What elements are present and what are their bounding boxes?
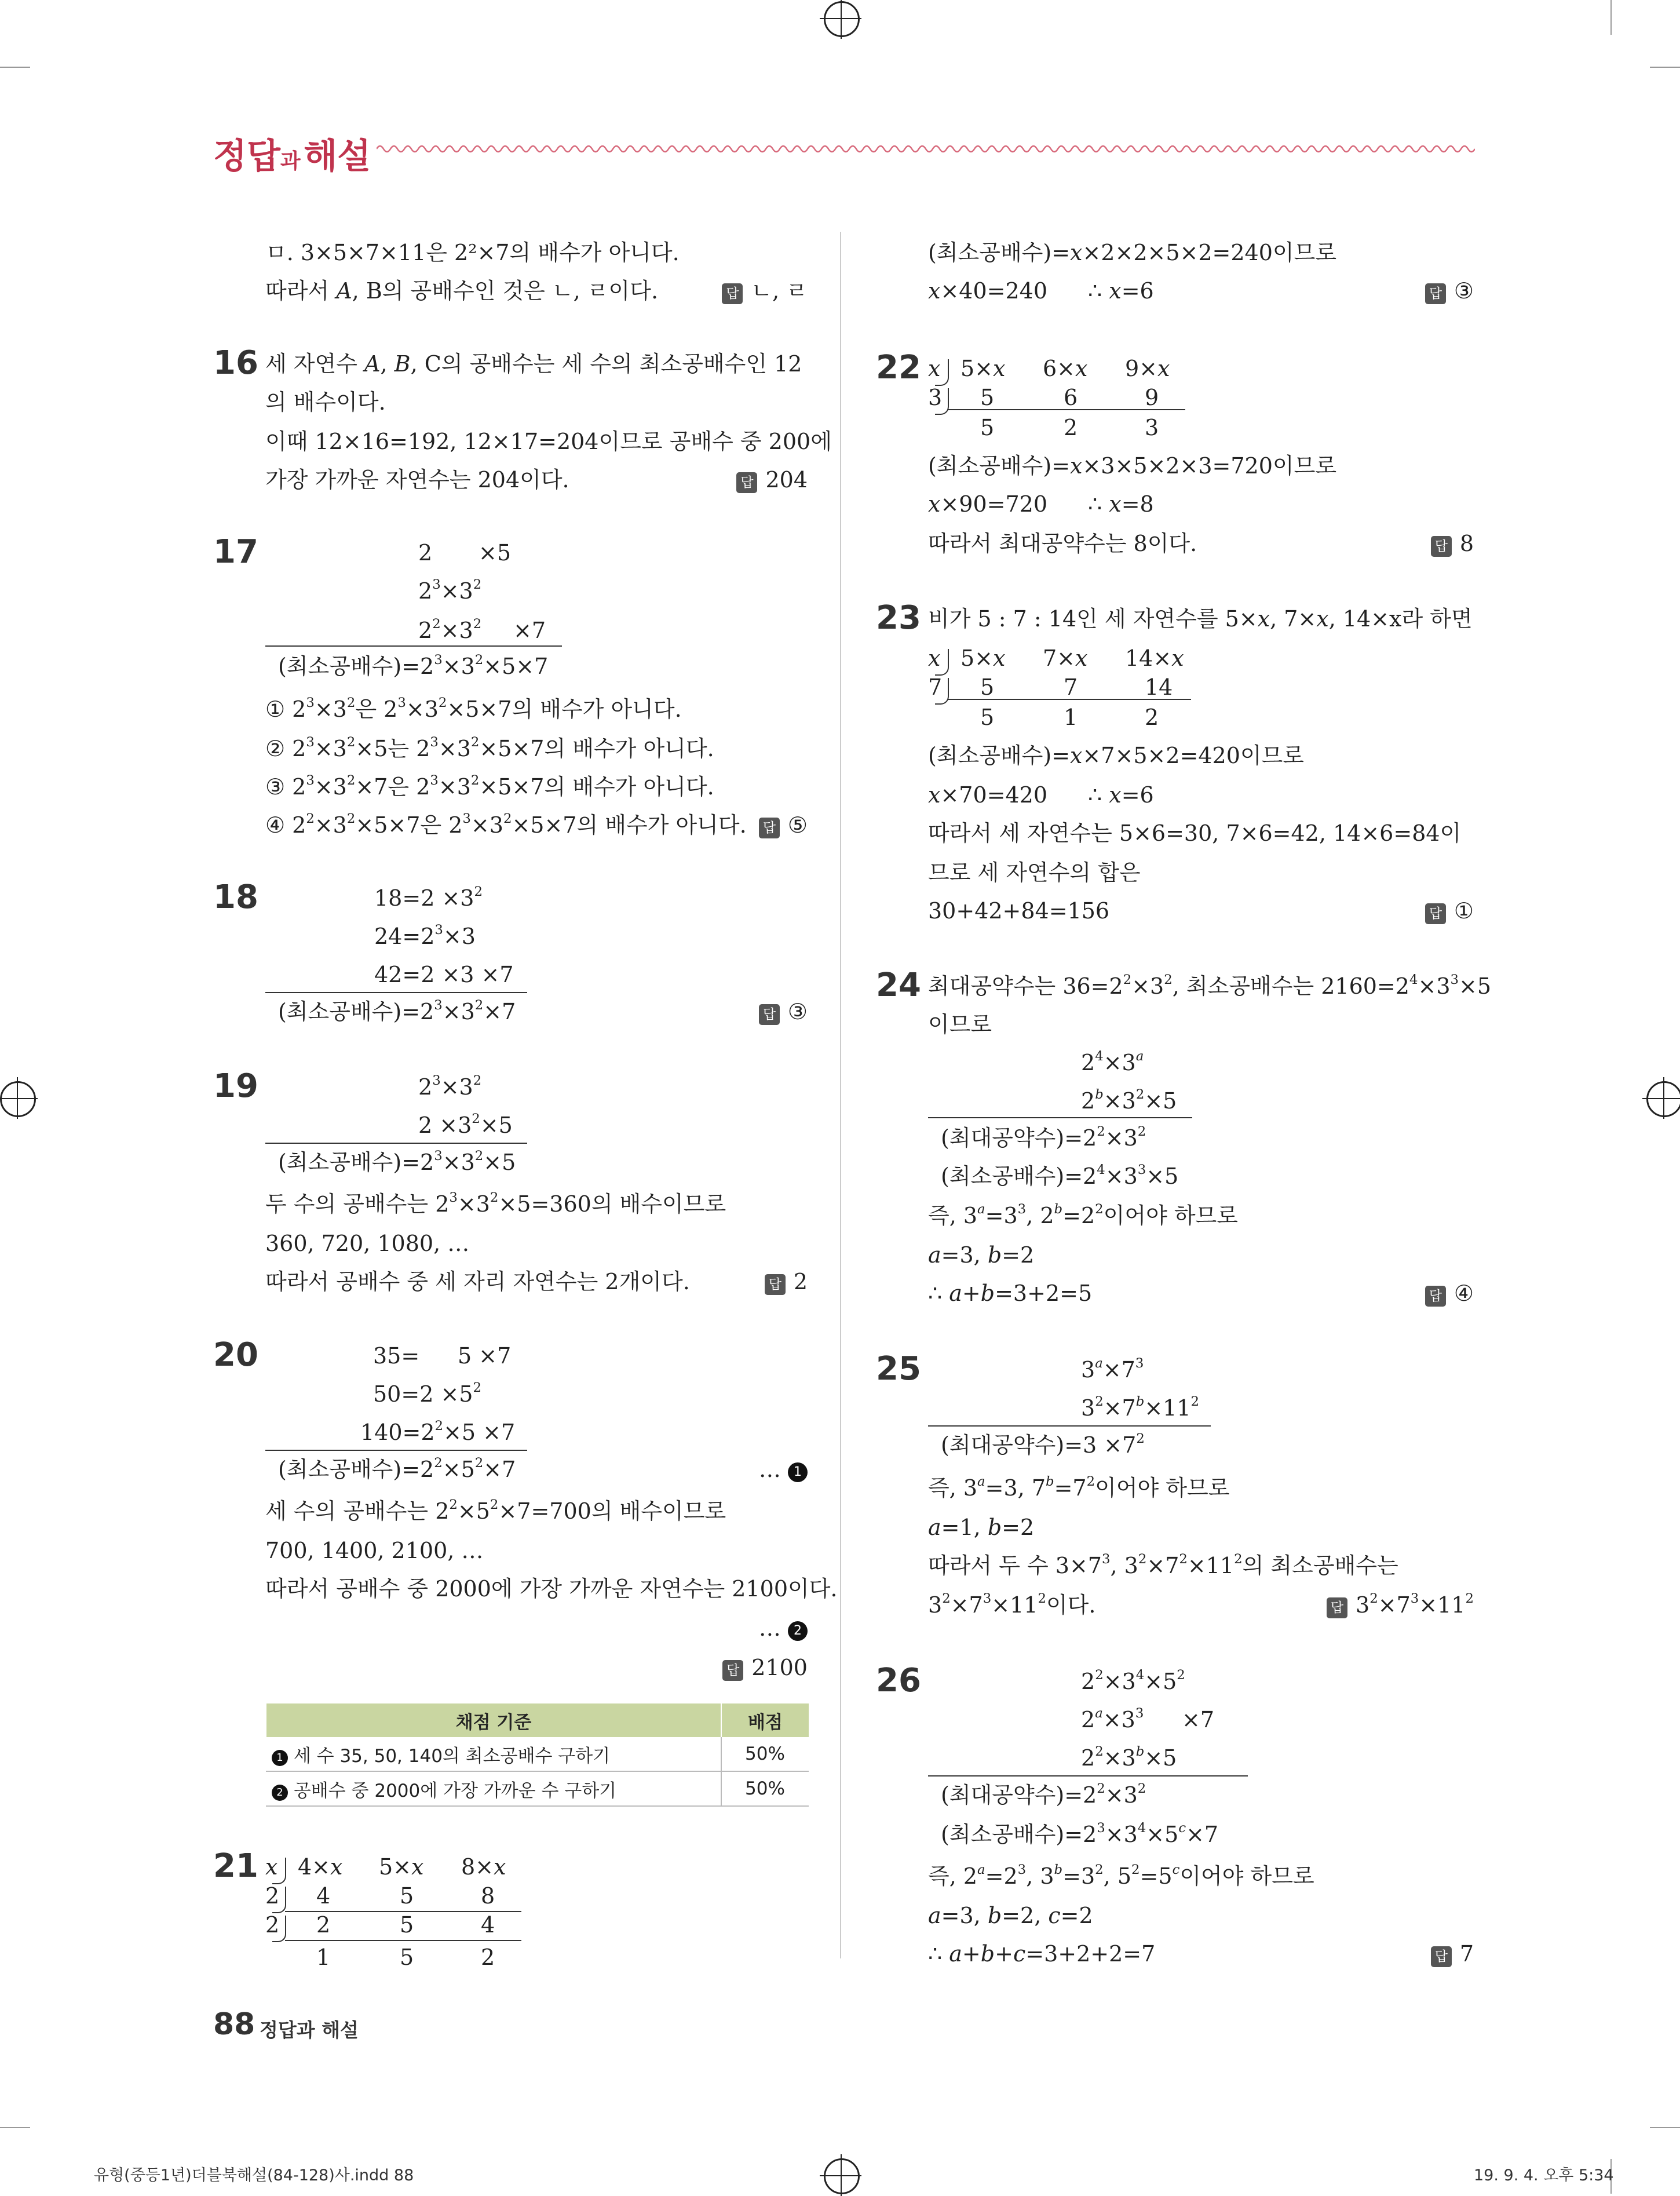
answer-17: 답 ⑤ — [759, 809, 808, 841]
solution-26-line: ∴ a+b+c=3+2+2=7 — [928, 1941, 1156, 1967]
answer-24: 답 ④ — [1425, 1277, 1474, 1309]
crop-mark — [1610, 0, 1612, 35]
ladder-cell: 7 — [1064, 674, 1078, 700]
header-wave-line — [377, 142, 1475, 156]
solution-24-line: 최대공약수는 $36=2^2\times 3^2$, 최소공배수는 $2160=2^4\times 3^3\times 5$ — [928, 972, 1492, 999]
solution-17-line: ③ $2^3\times 3^2\times 7$은 $2^3\times 3^2\times 5\times 7$의 배수가 아니다. — [265, 772, 714, 800]
ladder-cell: 2 — [1064, 415, 1078, 440]
answer-21: 답 ③ — [1425, 275, 1474, 307]
problem-number: 26 — [876, 1662, 921, 1699]
answer-badge: 답 — [1327, 1597, 1347, 1618]
table-cell: 1 세 수 35, 50, 140의 최소공배수 구하기 — [266, 1737, 721, 1771]
step-marker-1: … 1 — [759, 1453, 808, 1486]
factor-row: $2^a\times 3^3$ — [1081, 1705, 1144, 1732]
factor-row: $2^2\times 3^2$ — [418, 616, 482, 643]
divider-rule — [928, 1425, 1211, 1427]
lcm-line: (최소공배수)$=2^4\times 3^3\times 5$ — [941, 1162, 1179, 1189]
crop-mark — [1650, 67, 1680, 68]
ladder-cell: 5×x — [379, 1854, 424, 1880]
ladder-bracket — [935, 678, 949, 705]
answer-badge: 답 — [1425, 283, 1446, 304]
divider-rule — [928, 1775, 1248, 1777]
ladder-bracket — [272, 1858, 286, 1884]
solution-22-line: (최소공배수)=x×3×5×2×3=720이므로 — [928, 453, 1337, 479]
ladder-cell: 8×x — [461, 1854, 506, 1880]
lcm-line: (최소공배수)$=2^3\times 3^2\times 5\times 7$ — [278, 652, 549, 679]
solution-24-line: ∴ a+b=3+2=5 — [928, 1281, 1093, 1306]
factor-row: $2^2\times 3^4\times 5^2$ — [1081, 1667, 1185, 1694]
divider-rule — [265, 992, 527, 993]
ladder-cell: 6×x — [1043, 356, 1088, 381]
table-row — [266, 1771, 809, 1806]
solution-26-line: a=3, b=2, c=2 — [928, 1903, 1093, 1928]
ladder-divisor: x — [928, 645, 941, 671]
factor-row: $2 \times 3^2\times 5$ — [418, 1111, 513, 1138]
solution-23-line: (최소공배수)=x×7×5×2=420이므로 — [928, 743, 1305, 768]
divider-rule — [265, 1143, 527, 1144]
print-timestamp: 19. 9. 4. 오후 5:34 — [1474, 2166, 1614, 2184]
divider-rule — [265, 645, 562, 647]
ladder-divisor: x — [928, 356, 941, 381]
solution-15-line: 따라서 A, B의 공배수인 것은 ㄴ, ㄹ이다. — [265, 278, 659, 304]
ladder-cell: 4 — [481, 1912, 495, 1938]
ladder-cell: 7×x — [1043, 645, 1088, 671]
solution-17-line: ④ $2^2\times 3^2\times 5\times 7$은 $2^3\times 3^2\times 5\times 7$의 배수가 아니다. — [265, 811, 747, 838]
problem-number: 18 — [213, 878, 258, 916]
answer-25: 답 $3^2\times 7^3\times 11^2$ — [1327, 1589, 1474, 1621]
table-cell: 50% — [721, 1737, 809, 1771]
solution-25-line: $3^2\times 7^3\times 11^2$이다. — [928, 1591, 1096, 1618]
ladder-cell: 4×x — [298, 1854, 343, 1880]
factor-row: $24=2^3\times 3$ — [374, 922, 476, 949]
solution-23-line: 30+42+84=156 — [928, 898, 1110, 924]
ladder-cell: 14 — [1145, 674, 1173, 700]
divider-rule — [265, 1450, 527, 1451]
ladder-cell: 2 — [316, 1912, 331, 1938]
solution-23-line: 비가 5 : 7 : 14인 세 자연수를 5×x, 7×x, 14×x라 하면 — [928, 606, 1473, 632]
problem-number: 20 — [213, 1336, 258, 1374]
solution-21-line: (최소공배수)=x×2×2×5×2=240이므로 — [928, 240, 1337, 265]
solution-25-line: a=1, b=2 — [928, 1515, 1035, 1540]
solution-23-line: ∴ x=6 — [1088, 782, 1154, 808]
lcm-line: (최소공배수)$=2^2\times 5^2\times 7$ — [278, 1455, 516, 1482]
answer-20: 답 2100 — [722, 1651, 808, 1684]
factor-row: $2^3\times 3^2$ — [418, 1073, 482, 1100]
factor-row: ×7 — [513, 618, 546, 643]
divider-rule — [928, 1117, 1192, 1118]
answer-19: 답 2 — [765, 1265, 808, 1298]
problem-number: 23 — [876, 599, 921, 637]
answer-22: 답 8 — [1431, 527, 1474, 560]
solution-16-line: 가장 가까운 자연수는 204이다. — [265, 467, 569, 493]
solution-19-line: 두 수의 공배수는 $2^3\times 3^2\times 5=360$의 배수이므로 — [265, 1190, 726, 1217]
solution-23-line: 므로 세 자연수의 합은 — [928, 860, 1141, 885]
scoring-table — [265, 1703, 809, 1807]
solution-16-line: 의 배수이다. — [265, 389, 386, 415]
ladder-cell: 9 — [1145, 385, 1159, 410]
table-cell: 2 공배수 중 2000에 가장 가까운 수 구하기 — [266, 1771, 721, 1806]
factor-row: $2^2\times 3^b\times 5$ — [1081, 1743, 1177, 1771]
ladder-cell: 5 — [400, 1945, 414, 1970]
factor-row: $140=2^2\times 5 \times 7$ — [360, 1418, 516, 1445]
gcd-line: (최대공약수)$=2^2\times 3^2$ — [941, 1123, 1146, 1151]
factor-row: $50=2 \times 5^2$ — [373, 1380, 481, 1407]
problem-number: 25 — [876, 1350, 921, 1388]
answer-badge: 답 — [1431, 1946, 1452, 1967]
ladder-cell: 5×x — [960, 356, 1006, 381]
factor-row: ×5 — [479, 540, 512, 566]
answer-23: 답 ① — [1425, 895, 1474, 927]
factor-row: $2^4\times 3^a$ — [1081, 1048, 1144, 1075]
solution-16-line: 이때 12×16=192, 12×17=204이므로 공배수 중 200에 — [265, 429, 832, 454]
solution-22-line: 따라서 최대공약수는 8이다. — [928, 531, 1197, 556]
ladder-cell: 5 — [400, 1883, 414, 1909]
ladder-cell: 3 — [1145, 415, 1159, 440]
solution-17-line: ① $2^3\times 3^2$은 $2^3\times 3^2\times 5\times 7$의 배수가 아니다. — [265, 695, 682, 722]
ladder-cell: 5 — [980, 674, 995, 700]
ladder-cell: 5 — [980, 385, 995, 410]
solution-21-line: ∴ x=6 — [1088, 278, 1154, 304]
gcd-line: (최대공약수)$=3 \times 7^2$ — [941, 1431, 1145, 1458]
ladder-bracket — [935, 649, 949, 676]
registration-mark-icon — [824, 1, 860, 37]
factor-row: 2 — [418, 540, 433, 566]
table-header-cell: 채점 기준 — [266, 1703, 721, 1737]
lcm-line: (최소공배수)$=2^3\times 3^4\times 5^c\times 7$ — [941, 1820, 1219, 1847]
ladder-cell: 5 — [980, 415, 995, 440]
crop-mark — [0, 2127, 30, 2128]
page-header-title: 정답과 해설 — [213, 136, 371, 177]
problem-number: 19 — [213, 1067, 258, 1105]
gcd-line: (최대공약수)$=2^2\times 3^2$ — [941, 1781, 1146, 1808]
answer-badge: 답 — [736, 472, 757, 493]
lcm-line: (최소공배수)$=2^3\times 3^2\times 7$ — [278, 997, 516, 1024]
problem-number: 16 — [213, 344, 258, 382]
factor-row: $2^b\times 3^2\times 5$ — [1081, 1086, 1177, 1114]
answer-badge: 답 — [765, 1274, 786, 1295]
ladder-cell: 5 — [400, 1912, 414, 1938]
crop-mark — [1650, 2127, 1680, 2128]
ladder-cell: 5×x — [960, 645, 1006, 671]
solution-23-line: 따라서 세 자연수는 5×6=30, 7×6=42, 14×6=84이 — [928, 820, 1462, 846]
solution-23-line: x×70=420 — [928, 782, 1048, 808]
solution-22-line: ∴ x=8 — [1088, 491, 1154, 517]
ladder-cell: 1 — [316, 1945, 331, 1970]
ladder-cell: 1 — [1064, 705, 1078, 730]
answer-badge: 답 — [1425, 1286, 1446, 1307]
factor-row: $2^3\times 3^2$ — [418, 577, 482, 604]
lcm-line: (최소공배수)$=2^3\times 3^2\times 5$ — [278, 1148, 516, 1175]
ladder-divisor: 2 — [265, 1912, 280, 1938]
problem-number: 22 — [876, 349, 921, 386]
ladder-bracket — [935, 388, 949, 415]
ladder-bracket — [935, 359, 949, 386]
factor-row: 35= — [373, 1343, 420, 1369]
ladder-cell: 6 — [1064, 385, 1078, 410]
solution-15-line: ㅁ. 3×5×7×11은 2²×7의 배수가 아니다. — [265, 240, 680, 265]
step-marker-2: … 2 — [759, 1612, 808, 1644]
ladder-bracket — [272, 1916, 286, 1942]
ladder-divisor: 7 — [928, 674, 943, 700]
solution-19-line: 360, 720, 1080, … — [265, 1231, 470, 1256]
ladder-cell: 14×x — [1125, 645, 1184, 671]
column-divider — [840, 232, 841, 1958]
ladder-divisor: 3 — [928, 385, 943, 410]
ladder-cell: 9×x — [1125, 356, 1170, 381]
ladder-cell: 2 — [481, 1945, 495, 1970]
table-cell: 50% — [721, 1771, 809, 1806]
answer-badge: 답 — [759, 1004, 780, 1025]
crop-mark — [0, 67, 30, 68]
problem-number: 24 — [876, 966, 921, 1004]
solution-26-line: 즉, $2^a=2^3$, $3^b=3^2$, $5^2=5^c$이어야 하므로 — [928, 1862, 1314, 1889]
registration-mark-icon — [824, 2158, 860, 2194]
solution-21-line: x×40=240 — [928, 278, 1048, 304]
solution-20-line: 따라서 공배수 중 2000에 가장 가까운 자연수는 2100이다. — [265, 1576, 838, 1602]
solution-16-line: 세 자연수 A, B, C의 공배수는 세 수의 최소공배수인 12 — [265, 351, 802, 377]
file-info: 유형(중등1년)더블북해설(84-128)사.indd 88 — [94, 2166, 414, 2184]
ladder-divisor: 2 — [265, 1883, 280, 1909]
answer-badge: 답 — [722, 1660, 743, 1681]
registration-mark-icon — [0, 1081, 36, 1117]
solution-25-line: 따라서 두 수 $3\times 7^3$, $3^2\times 7^2\times 11^2$의 최소공배수는 — [928, 1551, 1398, 1578]
ladder-divisor: x — [265, 1854, 278, 1880]
solution-24-line: 즉, $3^a=3^3$, $2^b=2^2$이어야 하므로 — [928, 1201, 1238, 1228]
page-label: 정답과 해설 — [260, 2019, 359, 2041]
ladder-cell: 5 — [980, 705, 995, 730]
answer-26: 답 7 — [1431, 1938, 1474, 1970]
factor-row: ×7 — [1182, 1707, 1215, 1732]
solution-25-line: 즉, $3^a=3$, $7^b=7^2$이어야 하므로 — [928, 1473, 1230, 1501]
problem-number: 21 — [213, 1847, 258, 1885]
table-header-cell: 배점 — [721, 1703, 809, 1737]
solution-24-line: 이므로 — [928, 1012, 992, 1037]
answer-badge: 답 — [1425, 903, 1446, 924]
answer-badge: 답 — [759, 818, 780, 838]
problem-number: 17 — [213, 533, 258, 571]
ladder-cell: 2 — [1145, 705, 1159, 730]
answer-badge: 답 — [1431, 536, 1452, 557]
solution-17-line: ② $2^3\times 3^2\times 5$는 $2^3\times 3^2\times 5\times 7$의 배수가 아니다. — [265, 734, 714, 761]
table-row — [266, 1737, 809, 1771]
factor-row: 5 ×7 — [458, 1343, 512, 1369]
page-number: 88 — [213, 2007, 255, 2042]
factor-row: 42=2 ×3 ×7 — [374, 962, 514, 987]
solution-22-line: x×90=720 — [928, 491, 1048, 517]
ladder-bracket — [272, 1887, 286, 1913]
answer-18: 답 ③ — [759, 995, 808, 1028]
ladder-cell: 4 — [316, 1883, 331, 1909]
registration-mark-icon — [1646, 1081, 1680, 1117]
solution-20-line: 세 수의 공배수는 $2^2\times 5^2\times 7=700$의 배수이므로 — [265, 1497, 726, 1524]
factor-row: $3^2\times 7^b\times 11^2$ — [1081, 1394, 1200, 1421]
answer-16: 답 204 — [736, 464, 808, 496]
factor-row: $18=2 \times 3^2$ — [374, 884, 483, 911]
answer-badge: 답 — [722, 283, 743, 304]
ladder-cell: 8 — [481, 1883, 495, 1909]
solution-24-line: a=3, b=2 — [928, 1242, 1035, 1268]
factor-row: $3^a\times 7^3$ — [1081, 1355, 1144, 1382]
solution-20-line: 700, 1400, 2100, … — [265, 1538, 484, 1563]
solution-19-line: 따라서 공배수 중 세 자리 자연수는 2개이다. — [265, 1269, 690, 1294]
answer-15: 답 ㄴ, ㄹ — [722, 275, 808, 307]
table-header-row — [266, 1703, 809, 1737]
